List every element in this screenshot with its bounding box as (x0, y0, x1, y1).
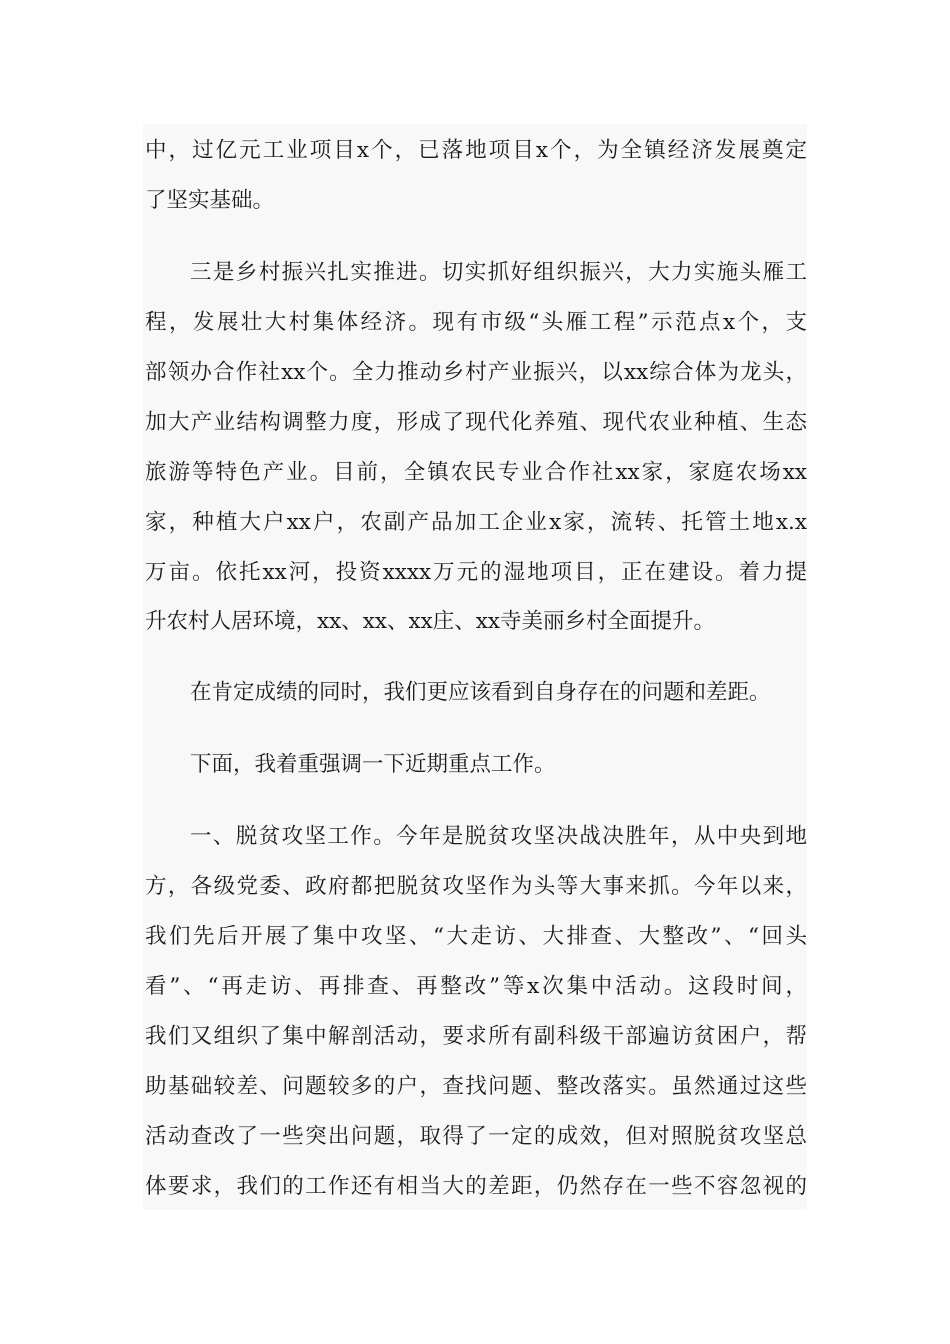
paragraph-line: 下面，我着重强调一下近期重点工作。 (190, 752, 556, 777)
paragraph-line: 中，过亿元工业项目x个，已落地项目x个，为全镇经济发展奠定 (145, 138, 807, 163)
paragraph-line: 部领办合作社xx个。全力推动乡村产业振兴，以xx综合体为龙头， (145, 360, 807, 385)
paragraph-line: 我们先后开展了集中攻坚、“大走访、大排查、大整改”、“回头 (145, 924, 807, 949)
paragraph-line: 我们又组织了集中解剖活动，要求所有副科级干部遍访贫困户，帮 (145, 1024, 807, 1049)
paragraph-line: 万亩。依托xx河，投资xxxx万元的湿地项目，正在建设。着力提 (145, 560, 807, 585)
paragraph-line: 加大产业结构调整力度，形成了现代化养殖、现代农业种植、生态 (145, 410, 807, 435)
paragraph-line: 活动查改了一些突出问题，取得了一定的成效，但对照脱贫攻坚总 (145, 1124, 807, 1149)
paragraph-line: 助基础较差、问题较多的户，查找问题、整改落实。虽然通过这些 (145, 1074, 807, 1099)
paragraph-line: 一、脱贫攻坚工作。今年是脱贫攻坚决战决胜年，从中央到地 (190, 824, 807, 849)
paragraph-line: 在肯定成绩的同时，我们更应该看到自身存在的问题和差距。 (190, 680, 771, 705)
paragraph-line: 方，各级党委、政府都把脱贫攻坚作为头等大事来抓。今年以来， (145, 874, 807, 899)
paragraph-line: 旅游等特色产业。目前，全镇农民专业合作社xx家，家庭农场xx (145, 460, 807, 485)
paragraph-line: 看”、“再走访、再排查、再整改”等x次集中活动。这段时间， (145, 974, 807, 999)
paragraph-line: 了坚实基础。 (145, 188, 275, 213)
paragraph-line: 家，种植大户xx户，农副产品加工企业x家，流转、托管土地x.x (145, 510, 807, 535)
paragraph-line: 程，发展壮大村集体经济。现有市级“头雁工程”示范点x个，支 (145, 310, 807, 335)
paragraph-line: 三是乡村振兴扎实推进。切实抓好组织振兴，大力实施头雁工 (190, 260, 807, 285)
paragraph-line: 体要求，我们的工作还有相当大的差距，仍然存在一些不容忽视的 (145, 1174, 807, 1199)
paragraph-line: 升农村人居环境，xx、xx、xx庄、xx寺美丽乡村全面提升。 (145, 609, 716, 634)
